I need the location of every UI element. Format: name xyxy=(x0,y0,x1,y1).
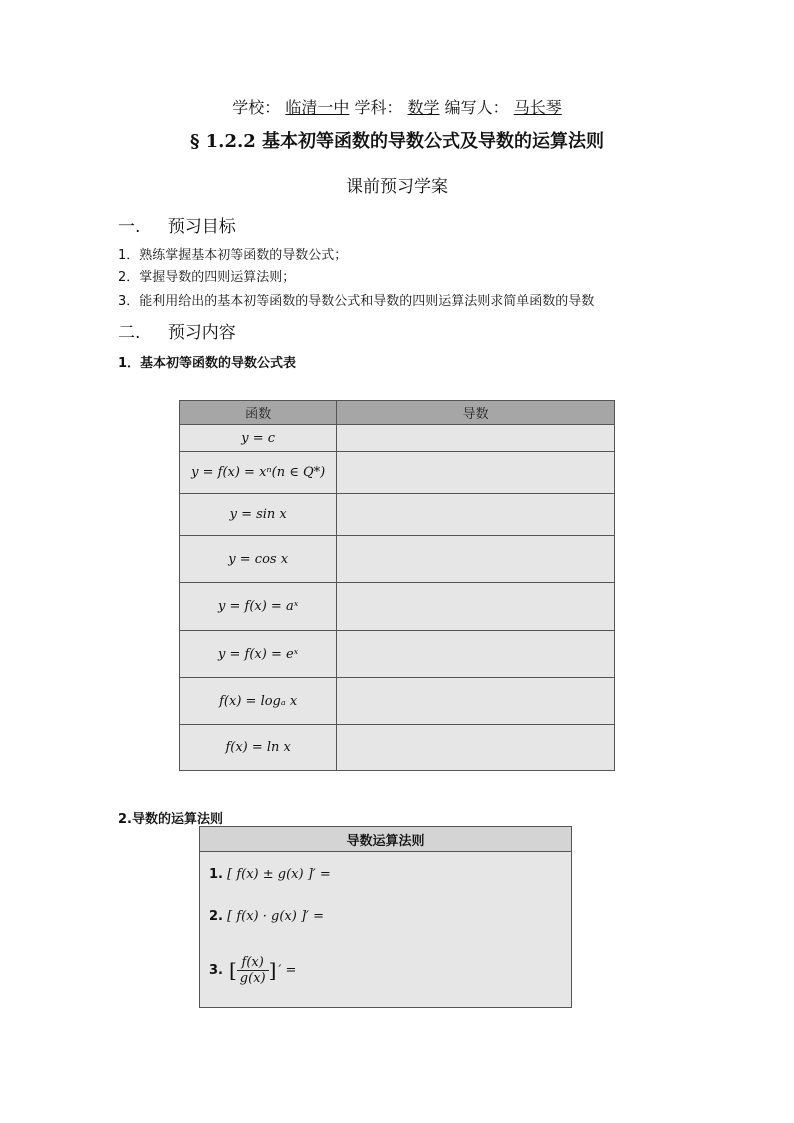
subject-label: 学科： xyxy=(354,98,403,117)
rules-cell[interactable] xyxy=(200,852,572,1008)
function-cell: y = sin x xyxy=(180,494,337,536)
section2-number: 二. xyxy=(118,323,141,343)
function-cell: y = cos x xyxy=(180,536,337,583)
derivative-cell[interactable] xyxy=(337,494,615,536)
school-label: 学校： xyxy=(232,98,281,117)
function-cell: y = f(x) = xⁿ(n ∈ Q*) xyxy=(180,452,337,494)
section1-number: 一. xyxy=(118,217,141,237)
section1-heading xyxy=(118,212,236,237)
header-line xyxy=(0,95,794,118)
rule-product xyxy=(201,900,570,942)
derivative-cell[interactable] xyxy=(337,583,615,631)
page-subtitle: 课前预习学案 xyxy=(346,177,448,197)
column-header-function: 函数 xyxy=(180,401,337,425)
left-bracket: [ xyxy=(228,958,237,982)
table-row xyxy=(180,425,615,452)
rule-sum xyxy=(201,858,570,900)
subject-value: 数学 xyxy=(407,98,440,117)
list-item: 3．能利用给出的基本初等函数的导数公式和导数的四则运算法则求简单函数的导数 xyxy=(118,294,595,309)
section2-title: 预习内容 xyxy=(167,323,236,343)
list-item: 2．掌握导数的四则运算法则； xyxy=(118,270,296,285)
table-row xyxy=(180,536,615,583)
rule-number: 2. xyxy=(209,909,223,924)
rule-number: 1. xyxy=(209,867,223,882)
rule-expression: [ f(x) · g(x) ]′ = xyxy=(227,909,324,924)
derivative-cell[interactable] xyxy=(337,631,615,678)
table-row xyxy=(180,452,615,494)
rule-number: 3. xyxy=(209,962,223,978)
list-item: 1．熟练掌握基本初等函数的导数公式； xyxy=(118,248,348,263)
fraction-numerator: f(x) xyxy=(237,955,269,971)
function-cell: f(x) = ln x xyxy=(180,725,337,771)
subsection-operation-rules: 2.导数的运算法则 xyxy=(118,812,223,827)
table-row xyxy=(180,494,615,536)
function-cell: y = f(x) = aˣ xyxy=(180,583,337,631)
author-label: 编写人： xyxy=(444,98,509,117)
subsection-derivative-table: 1．基本初等函数的导数公式表 xyxy=(118,356,297,371)
right-bracket: ] xyxy=(268,958,277,982)
derivative-cell[interactable] xyxy=(337,425,615,452)
function-cell: y = f(x) = eˣ xyxy=(180,631,337,678)
derivative-cell[interactable] xyxy=(337,452,615,494)
quotient-fraction xyxy=(237,955,269,986)
page-title: § 1.2.2 基本初等函数的导数公式及导数的运算法则 xyxy=(189,131,605,152)
author-value: 马长琴 xyxy=(513,98,562,117)
fraction-denominator: g(x) xyxy=(239,970,266,986)
rule-tail: ′ = xyxy=(278,962,297,978)
rule-expression: [ f(x) ± g(x) ]′ = xyxy=(227,867,331,882)
section2-heading xyxy=(118,318,236,343)
derivative-formula-table xyxy=(179,400,615,771)
table-row xyxy=(180,631,615,678)
derivative-cell[interactable] xyxy=(337,678,615,725)
derivative-rules-table xyxy=(199,826,572,1008)
derivative-cell[interactable] xyxy=(337,725,615,771)
function-cell: y = c xyxy=(180,425,337,452)
rules-header: 导数运算法则 xyxy=(200,827,572,852)
column-header-derivative: 导数 xyxy=(337,401,615,425)
table-row xyxy=(180,725,615,771)
school-value: 临清一中 xyxy=(285,98,350,117)
derivative-cell[interactable] xyxy=(337,536,615,583)
rule-quotient xyxy=(201,942,570,998)
table-row xyxy=(180,583,615,631)
table-row xyxy=(180,678,615,725)
function-cell: f(x) = logₐ x xyxy=(180,678,337,725)
section1-title: 预习目标 xyxy=(167,217,236,237)
